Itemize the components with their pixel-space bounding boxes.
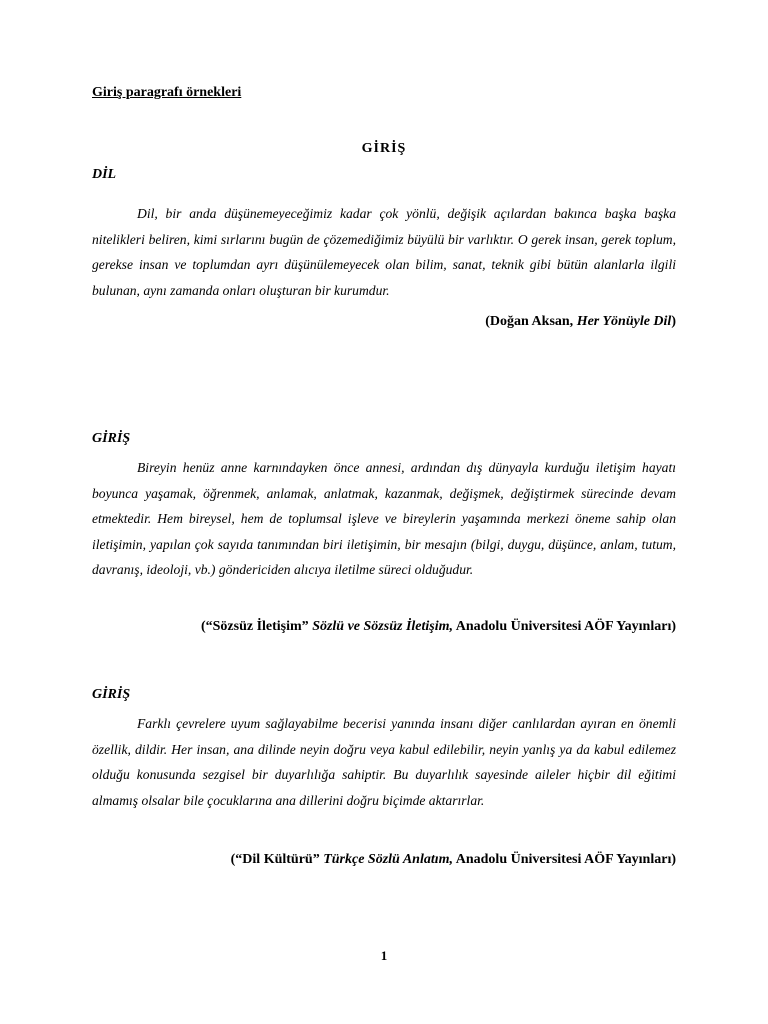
section-citation [92,314,676,330]
section-heading-dil: DİL [92,167,117,182]
citation-suffix: ) [671,314,676,329]
citation-work: Türkçe Sözlü Anlatım, [323,852,454,867]
citation-suffix: Anadolu Üniversitesi AÖF Yayınları) [453,619,676,634]
section-paragraph: Bireyin henüz anne karnındayken önce annesi, ardından dış dünyayla kurduğu iletişim hayatı boyunca yaşamak, öğrenmek, anlamak, anlatmak, kazanmak, değişmek, değiştirmek sürecinde devam etmektedir. Hem bireysel, hem de toplumsal işleve ve bireylerin yaşamında merkezi öneme sahip olan iletişimin, yapılan çok sayıda tanımından biri iletişimin, bir mesajın (bilgi, duygu, düşünce, anlam, tutum, davranış, ideoloji, vb.) göndericiden alıcıya iletilme süreci olduğudur. [92,460,676,578]
section-heading-giris: GİRİŞ [92,431,131,446]
citation-prefix: (“Sözsüz İletişim” [200,619,313,634]
citation-suffix: Anadolu Üniversitesi AÖF Yayınları) [453,852,676,867]
section-citation [92,852,676,868]
main-heading: GİRİŞ [361,141,407,156]
citation-prefix: (“Dil Kültürü” [230,852,324,867]
page-number: 1 [380,948,388,963]
citation-prefix: (Doğan Aksan, [485,314,577,329]
citation-work: Her Yönüyle Dil [576,314,672,329]
document-title: Giriş paragrafı örnekleri [92,85,242,100]
citation-work: Sözlü ve Sözsüz İletişim, [312,619,454,634]
section-paragraph: Dil, bir anda düşünemeyeceğimiz kadar çok yönlü, değişik açılardan bakınca başka başka nitelikleri beliren, kimi sırlarını bugün de çözemediğimiz büyülü bir varlıktır. O gerek insan, gerek toplum, gerekse insan ve toplumdan ayrı düşünülemeyecek olan bilim, sanat, teknik gibi bütün alanlarla ilgili bulunan, aynı zamanda onları oluşturan bir kurumdur. [92,206,676,298]
section-paragraph: Farklı çevrelere uyum sağlayabilme becerisi yanında insanı diğer canlılardan ayıran en önemli özellik, dildir. Her insan, ana dilinde neyin doğru veya kabul edilebilir, neyin yanlış ya da kabul edilemez olduğu konusunda sezgisel bir duyarlılığa sahiptir. Bu duyarlılık sayesinde aileler hiçbir dil eğitimi almamış olsalar bile çocuklarına ana dillerini doğru biçimde aktarırlar. [92,716,676,808]
section-citation [92,619,676,635]
section-heading-giris: GİRİŞ [92,687,131,702]
